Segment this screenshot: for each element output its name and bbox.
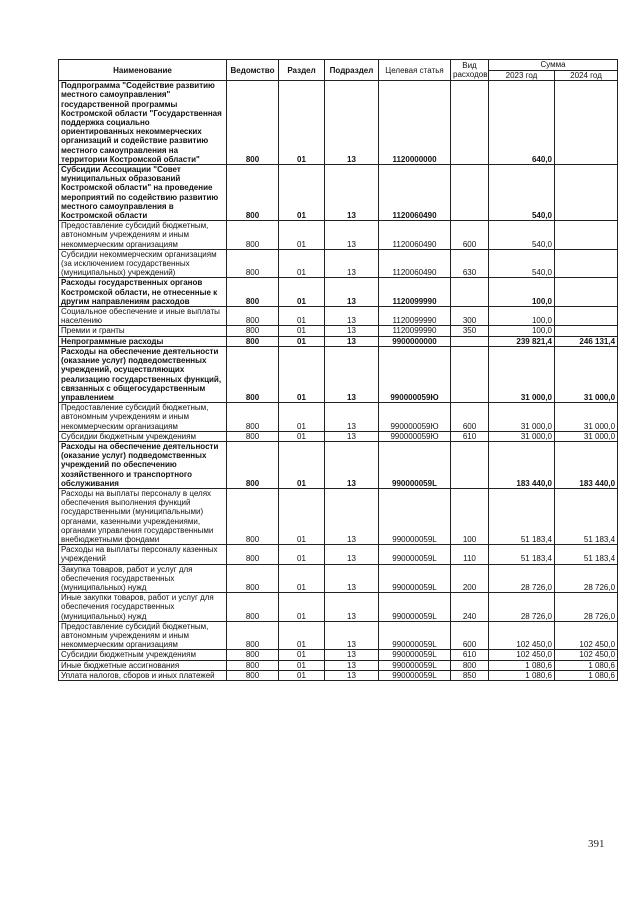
cell-2023: 31 000,0: [489, 431, 555, 441]
cell-2023: 31 000,0: [489, 346, 555, 402]
cell-section: 01: [279, 278, 325, 307]
cell-name: Расходы на выплаты персоналу казенных учреждений: [59, 545, 227, 564]
cell-2024: 31 000,0: [555, 403, 618, 432]
cell-subsection: 13: [325, 221, 379, 250]
cell-name: Предоставление субсидий бюджетным, автономным учреждениям и иным некоммерческим организациям: [59, 621, 227, 650]
table-row: [59, 165, 618, 221]
cell-section: 01: [279, 564, 325, 593]
cell-2023: 100,0: [489, 326, 555, 336]
cell-kind: [451, 165, 489, 221]
cell-2023: 239 821,4: [489, 336, 555, 346]
cell-kind: 350: [451, 326, 489, 336]
table-row: [59, 249, 618, 278]
cell-2024: [555, 278, 618, 307]
cell-dept: 800: [227, 670, 279, 680]
cell-2023: 540,0: [489, 165, 555, 221]
header-subsection: Подраздел: [325, 60, 379, 81]
table-row: [59, 307, 618, 326]
cell-2023: 1 080,6: [489, 670, 555, 680]
cell-2023: 1 080,6: [489, 660, 555, 670]
cell-target: 990000059L: [379, 564, 451, 593]
cell-name: Предоставление субсидий бюджетным, автономным учреждениям и иным некоммерческим организациям: [59, 403, 227, 432]
cell-section: 01: [279, 545, 325, 564]
cell-section: 01: [279, 593, 325, 622]
cell-subsection: 13: [325, 660, 379, 670]
budget-document: [58, 59, 617, 681]
cell-target: 1120060490: [379, 249, 451, 278]
cell-subsection: 13: [325, 593, 379, 622]
cell-subsection: 13: [325, 564, 379, 593]
cell-target: 990000059L: [379, 621, 451, 650]
cell-section: 01: [279, 403, 325, 432]
cell-target: 1120099990: [379, 326, 451, 336]
cell-2023: 640,0: [489, 81, 555, 165]
header-name: Наименование: [59, 60, 227, 81]
cell-target: 990000059L: [379, 660, 451, 670]
cell-dept: 800: [227, 326, 279, 336]
table-row: [59, 650, 618, 660]
cell-2023: 183 440,0: [489, 441, 555, 488]
cell-target: 990000059L: [379, 670, 451, 680]
cell-subsection: 13: [325, 249, 379, 278]
cell-2024: 31 000,0: [555, 431, 618, 441]
cell-kind: 850: [451, 670, 489, 680]
cell-2024: [555, 165, 618, 221]
cell-section: 01: [279, 221, 325, 250]
cell-name: Иные закупки товаров, работ и услуг для обеспечения государственных (муниципальных) нужд: [59, 593, 227, 622]
cell-name: Подпрограмма "Содействие развитию местного самоуправления" государственной программы Костромской области "Государственная поддержка социально ориентированных некоммерческих организаций и содействие развитию местного самоуправления на территории Костромской области": [59, 81, 227, 165]
cell-dept: 800: [227, 403, 279, 432]
header-kind: Вид расходов: [451, 60, 489, 81]
cell-target: 1120099990: [379, 278, 451, 307]
cell-kind: [451, 278, 489, 307]
cell-target: 990000059L: [379, 545, 451, 564]
cell-2024: 28 726,0: [555, 564, 618, 593]
cell-kind: 300: [451, 307, 489, 326]
cell-2024: [555, 81, 618, 165]
cell-name: Закупка товаров, работ и услуг для обеспечения государственных (муниципальных) нужд: [59, 564, 227, 593]
cell-name: Расходы государственных органов Костромской области, не отнесенные к другим направлениям расходов: [59, 278, 227, 307]
cell-subsection: 13: [325, 81, 379, 165]
cell-2023: 28 726,0: [489, 593, 555, 622]
cell-dept: 800: [227, 488, 279, 544]
header-dept: Ведомство: [227, 60, 279, 81]
header-section: Раздел: [279, 60, 325, 81]
cell-dept: 800: [227, 221, 279, 250]
cell-target: 990000059L: [379, 650, 451, 660]
cell-section: 01: [279, 249, 325, 278]
cell-section: 01: [279, 81, 325, 165]
cell-section: 01: [279, 670, 325, 680]
cell-subsection: 13: [325, 346, 379, 402]
cell-name: Непрограммные расходы: [59, 336, 227, 346]
cell-section: 01: [279, 346, 325, 402]
cell-section: 01: [279, 165, 325, 221]
cell-2023: 100,0: [489, 307, 555, 326]
cell-name: Предоставление субсидий бюджетным, автономным учреждениям и иным некоммерческим организациям: [59, 221, 227, 250]
table-row: [59, 670, 618, 680]
cell-kind: 240: [451, 593, 489, 622]
cell-2024: [555, 307, 618, 326]
cell-subsection: 13: [325, 441, 379, 488]
header-sum: Сумма: [489, 60, 618, 71]
cell-dept: 800: [227, 621, 279, 650]
table-row: [59, 441, 618, 488]
cell-dept: 800: [227, 564, 279, 593]
table-row: [59, 278, 618, 307]
cell-subsection: 13: [325, 670, 379, 680]
cell-2023: 100,0: [489, 278, 555, 307]
cell-name: Субсидии бюджетным учреждениям: [59, 650, 227, 660]
cell-2023: 31 000,0: [489, 403, 555, 432]
cell-name: Расходы на выплаты персоналу в целях обеспечения выполнения функций государственными (муниципальными) органами, казенными учреждениями, органами управления государственными внебюджетными фондами: [59, 488, 227, 544]
header-2024: 2024 год: [555, 71, 618, 81]
cell-name: Социальное обеспечение и иные выплаты населению: [59, 307, 227, 326]
cell-name: Расходы на обеспечение деятельности (оказание услуг) подведомственных учреждений по обеспечению хозяйственного и транспортного обслуживания: [59, 441, 227, 488]
cell-target: 990000059Ю: [379, 431, 451, 441]
cell-name: Премии и гранты: [59, 326, 227, 336]
cell-2023: 102 450,0: [489, 650, 555, 660]
header-2023: 2023 год: [489, 71, 555, 81]
cell-section: 01: [279, 431, 325, 441]
cell-kind: [451, 346, 489, 402]
cell-kind: 110: [451, 545, 489, 564]
cell-kind: 200: [451, 564, 489, 593]
cell-dept: 800: [227, 278, 279, 307]
cell-target: 9900000000: [379, 336, 451, 346]
cell-subsection: 13: [325, 336, 379, 346]
cell-2024: 31 000,0: [555, 346, 618, 402]
table-row: [59, 488, 618, 544]
cell-kind: [451, 441, 489, 488]
cell-name: Субсидии бюджетным учреждениям: [59, 431, 227, 441]
cell-kind: 600: [451, 621, 489, 650]
cell-dept: 800: [227, 346, 279, 402]
cell-kind: 600: [451, 403, 489, 432]
cell-kind: 800: [451, 660, 489, 670]
cell-name: Субсидии Ассоциации "Совет муниципальных образований Костромской области" на проведение мероприятий по содействию развитию местного самоуправления в Костромской области: [59, 165, 227, 221]
cell-2024: 183 440,0: [555, 441, 618, 488]
table-row: [59, 346, 618, 402]
cell-kind: 100: [451, 488, 489, 544]
cell-2024: 1 080,6: [555, 670, 618, 680]
cell-2024: [555, 221, 618, 250]
cell-section: 01: [279, 336, 325, 346]
cell-2023: 51 183,4: [489, 545, 555, 564]
cell-section: 01: [279, 650, 325, 660]
page-number: 391: [588, 838, 605, 850]
cell-subsection: 13: [325, 488, 379, 544]
cell-dept: 800: [227, 249, 279, 278]
table-row: [59, 593, 618, 622]
cell-2024: 51 183,4: [555, 545, 618, 564]
cell-target: 1120000000: [379, 81, 451, 165]
cell-name: Иные бюджетные ассигнования: [59, 660, 227, 670]
cell-2023: 28 726,0: [489, 564, 555, 593]
cell-kind: 610: [451, 431, 489, 441]
cell-target: 990000059Ю: [379, 403, 451, 432]
cell-target: 990000059Ю: [379, 346, 451, 402]
cell-target: 990000059L: [379, 593, 451, 622]
cell-section: 01: [279, 441, 325, 488]
cell-2023: 51 183,4: [489, 488, 555, 544]
cell-2024: 102 450,0: [555, 650, 618, 660]
cell-name: Расходы на обеспечение деятельности (оказание услуг) подведомственных учреждений, осуществляющих реализацию государственных функций, связанных с общегосударственным управлением: [59, 346, 227, 402]
table-row: [59, 336, 618, 346]
cell-dept: 800: [227, 307, 279, 326]
cell-2024: 102 450,0: [555, 621, 618, 650]
cell-section: 01: [279, 660, 325, 670]
cell-dept: 800: [227, 545, 279, 564]
cell-target: 990000059L: [379, 441, 451, 488]
cell-target: 990000059L: [379, 488, 451, 544]
cell-2024: 51 183,4: [555, 488, 618, 544]
cell-dept: 800: [227, 660, 279, 670]
table-row: [59, 403, 618, 432]
cell-dept: 800: [227, 81, 279, 165]
cell-section: 01: [279, 326, 325, 336]
table-body: [59, 81, 618, 681]
cell-target: 1120060490: [379, 221, 451, 250]
cell-dept: 800: [227, 336, 279, 346]
table-row: [59, 564, 618, 593]
cell-dept: 800: [227, 650, 279, 660]
cell-subsection: 13: [325, 403, 379, 432]
cell-subsection: 13: [325, 545, 379, 564]
cell-kind: 600: [451, 221, 489, 250]
cell-2024: 1 080,6: [555, 660, 618, 670]
cell-2023: 102 450,0: [489, 621, 555, 650]
cell-dept: 800: [227, 165, 279, 221]
cell-2024: 28 726,0: [555, 593, 618, 622]
cell-name: Уплата налогов, сборов и иных платежей: [59, 670, 227, 680]
cell-dept: 800: [227, 431, 279, 441]
table-row: [59, 660, 618, 670]
table-row: [59, 326, 618, 336]
table-row: [59, 545, 618, 564]
cell-2024: [555, 249, 618, 278]
cell-subsection: 13: [325, 621, 379, 650]
cell-2024: [555, 326, 618, 336]
cell-dept: 800: [227, 593, 279, 622]
cell-section: 01: [279, 307, 325, 326]
cell-section: 01: [279, 488, 325, 544]
cell-2023: 540,0: [489, 221, 555, 250]
budget-table: [58, 59, 618, 681]
cell-subsection: 13: [325, 165, 379, 221]
cell-section: 01: [279, 621, 325, 650]
cell-target: 1120060490: [379, 165, 451, 221]
table-row: [59, 221, 618, 250]
table-row: [59, 621, 618, 650]
cell-subsection: 13: [325, 326, 379, 336]
cell-subsection: 13: [325, 650, 379, 660]
cell-subsection: 13: [325, 278, 379, 307]
cell-subsection: 13: [325, 307, 379, 326]
cell-dept: 800: [227, 441, 279, 488]
table-row: [59, 431, 618, 441]
cell-name: Субсидии некоммерческим организациям (за исключением государственных (муниципальных) учреждений): [59, 249, 227, 278]
cell-2024: 246 131,4: [555, 336, 618, 346]
cell-kind: 630: [451, 249, 489, 278]
cell-2023: 540,0: [489, 249, 555, 278]
header-target: Целевая статья: [379, 60, 451, 81]
cell-kind: 610: [451, 650, 489, 660]
cell-target: 1120099990: [379, 307, 451, 326]
cell-kind: [451, 81, 489, 165]
cell-kind: [451, 336, 489, 346]
table-row: [59, 81, 618, 165]
cell-subsection: 13: [325, 431, 379, 441]
